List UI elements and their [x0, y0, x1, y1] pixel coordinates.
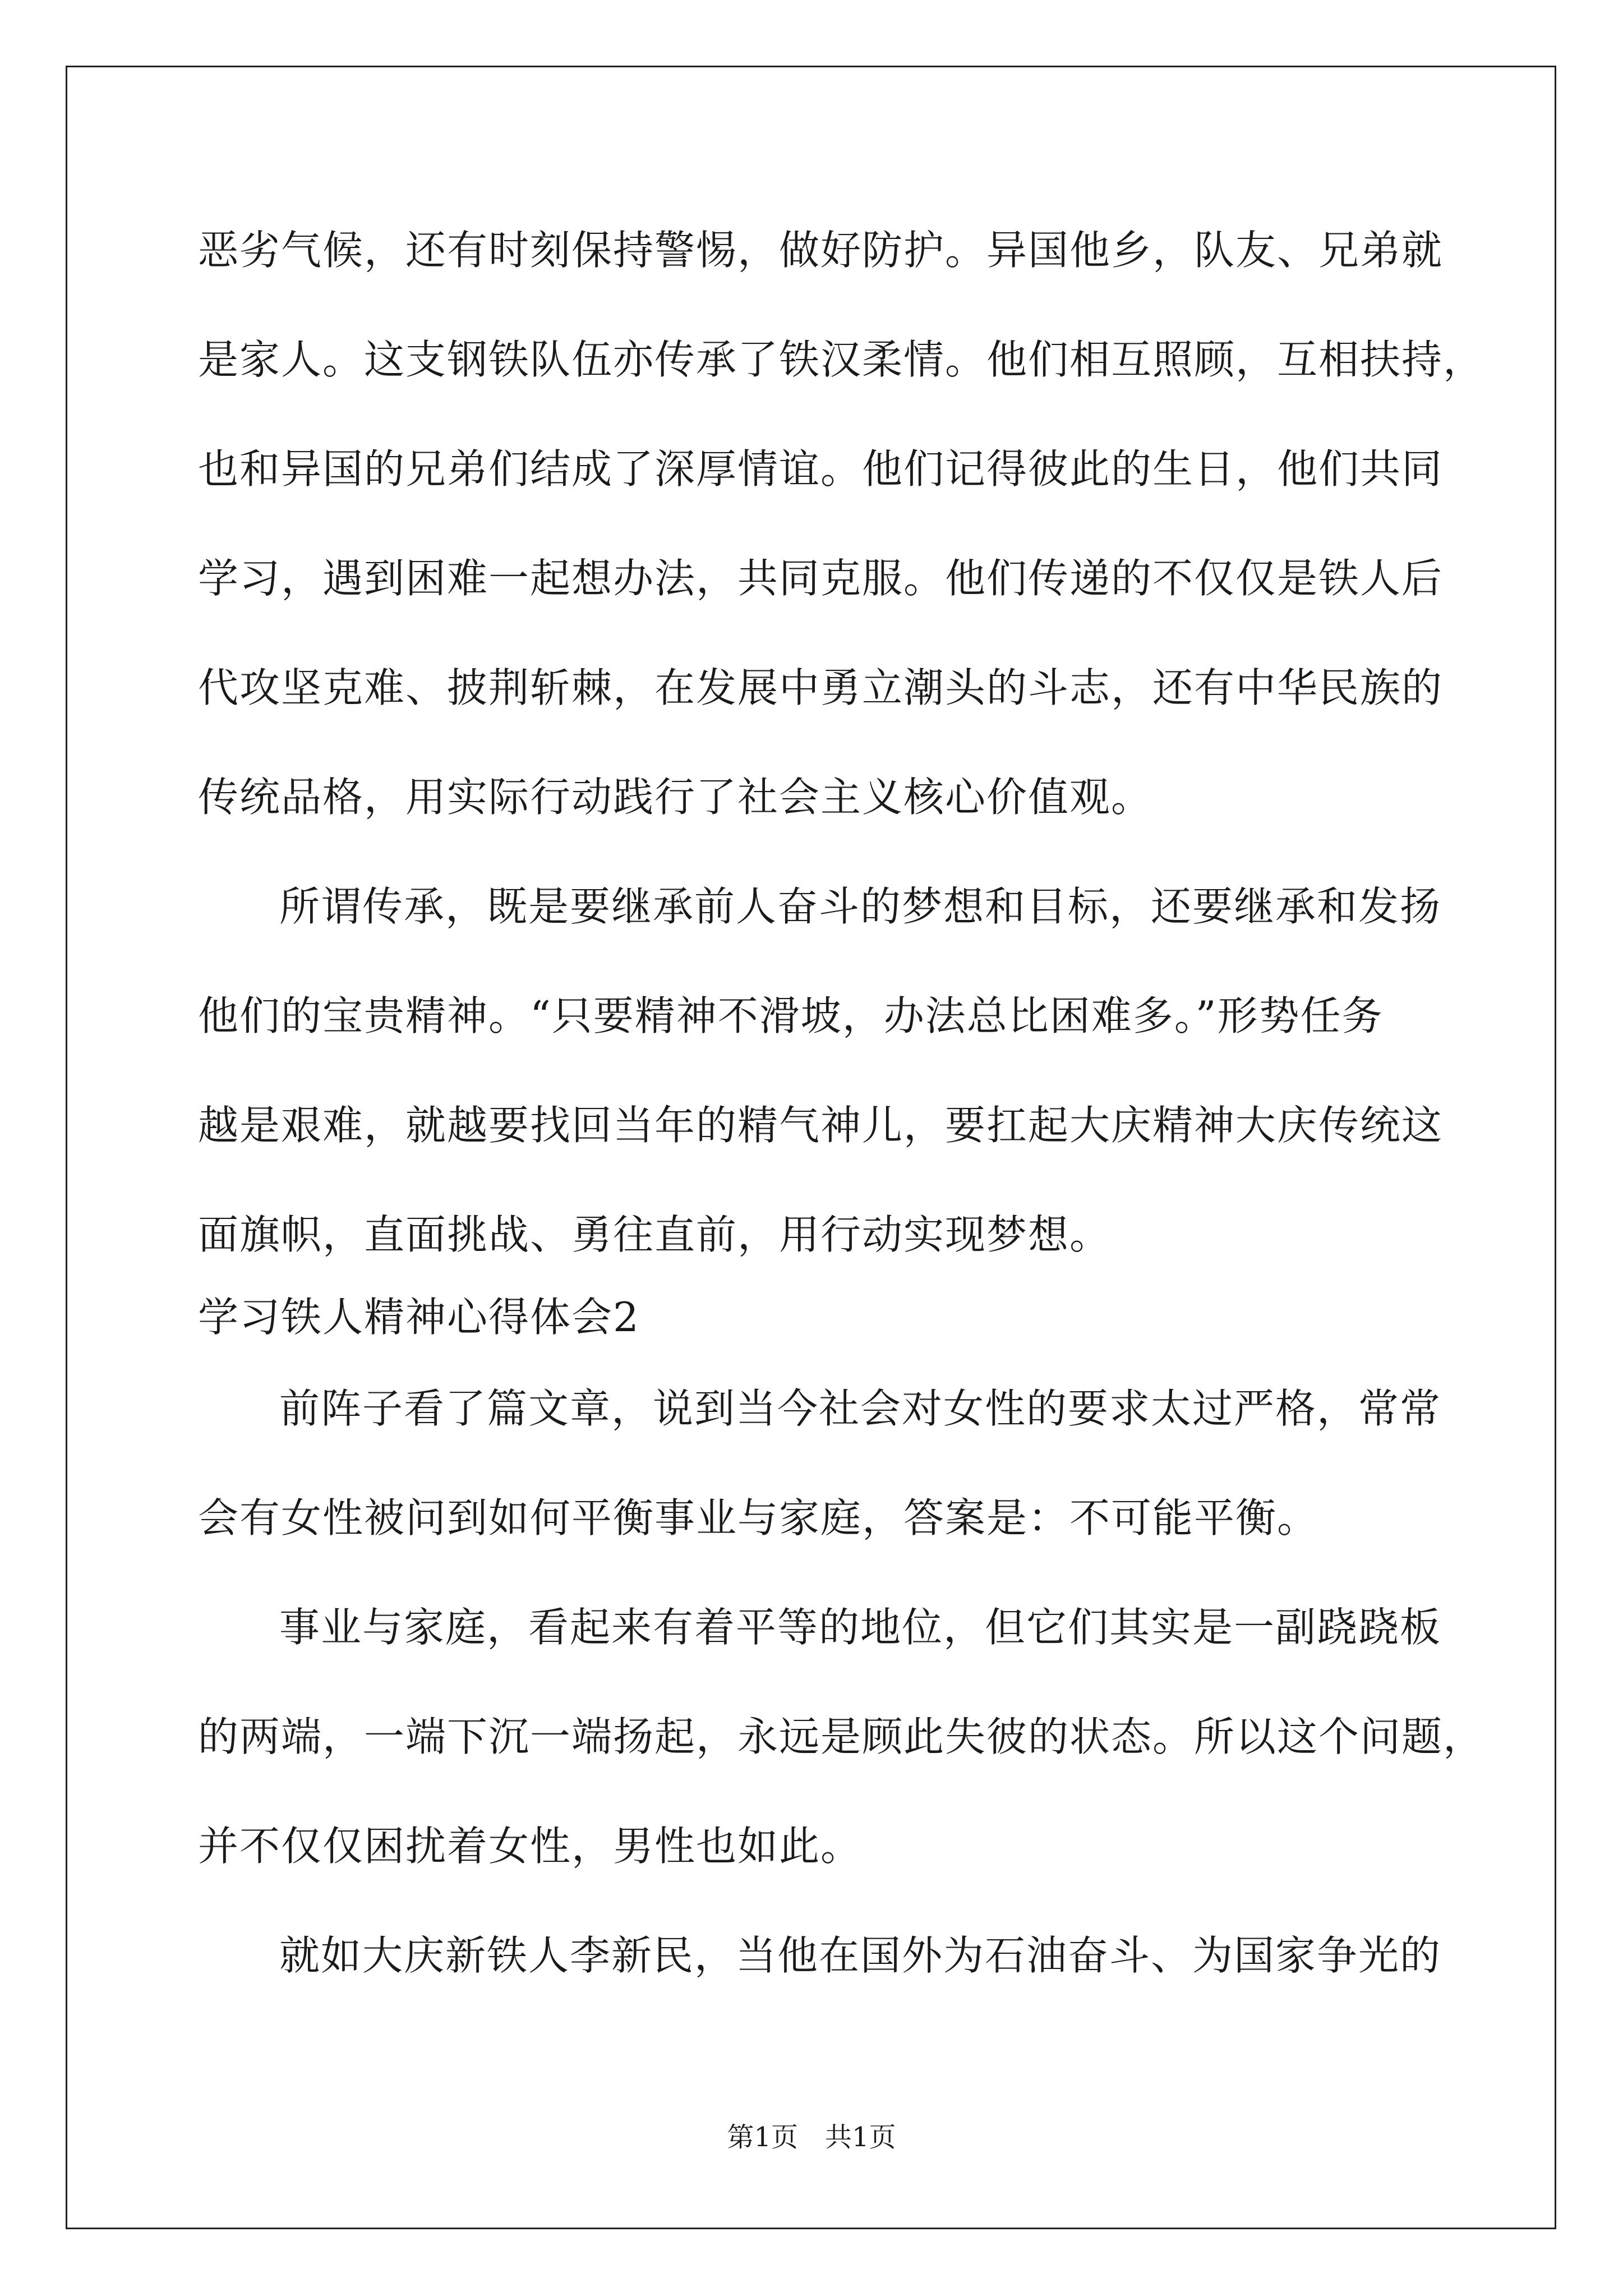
body-text-line: 学习，遇到困难一起想办法，共同克服。他们传递的不仅仅是铁人后	[198, 555, 1444, 602]
body-text-line: 会有女性被问到如何平衡事业与家庭，答案是：不可能平衡。	[198, 1494, 1319, 1542]
body-text-line: 就如大庆新铁人李新民，当他在国外为石油奋斗、为国家争光的	[279, 1932, 1442, 1979]
body-text-line: 也和异国的兄弟们结成了深厚情谊。他们记得彼此的生日，他们共同	[198, 445, 1444, 493]
body-text-line: 代攻坚克难、披荆斩棘，在发展中勇立潮头的斗志，还有中华民族的	[198, 664, 1444, 711]
body-text-line: 恶劣气候，还有时刻保持警惕，做好防护。异国他乡，队友、兄弟就	[198, 227, 1444, 274]
body-text-line: 的两端，一端下沉一端扬起，永远是顾此失彼的状态。所以这个问题，	[198, 1713, 1485, 1760]
body-text-line: 传统品格，用实际行动践行了社会主义核心价值观。	[198, 774, 1153, 821]
body-text-line: 前阵子看了篇文章，说到当今社会对女性的要求太过严格，常常	[279, 1385, 1442, 1432]
section-heading: 学习铁人精神心得体会2	[198, 1294, 640, 1341]
body-text-line: 并不仅仅困扰着女性，男性也如此。	[198, 1823, 863, 1870]
body-text-line: 他们的宝贵精神。“只要精神不滑坡，办法总比困难多。”形势任务	[198, 992, 1384, 1039]
body-text-line: 越是艰难，就越要找回当年的精气神儿，要扛起大庆精神大庆传统这	[198, 1102, 1444, 1149]
body-text-line: 面旗帜，直面挑战、勇往直前，用行动实现梦想。	[198, 1211, 1112, 1258]
body-text-line: 事业与家庭，看起来有着平等的地位，但它们其实是一副跷跷板	[279, 1604, 1442, 1651]
body-text-line: 是家人。这支钢铁队伍亦传承了铁汉柔情。他们相互照顾，互相扶持，	[198, 336, 1485, 383]
body-text-line: 所谓传承，既是要继承前人奋斗的梦想和目标，还要继承和发扬	[279, 883, 1442, 930]
page-number-footer: 第1页 共1页	[727, 2122, 896, 2153]
